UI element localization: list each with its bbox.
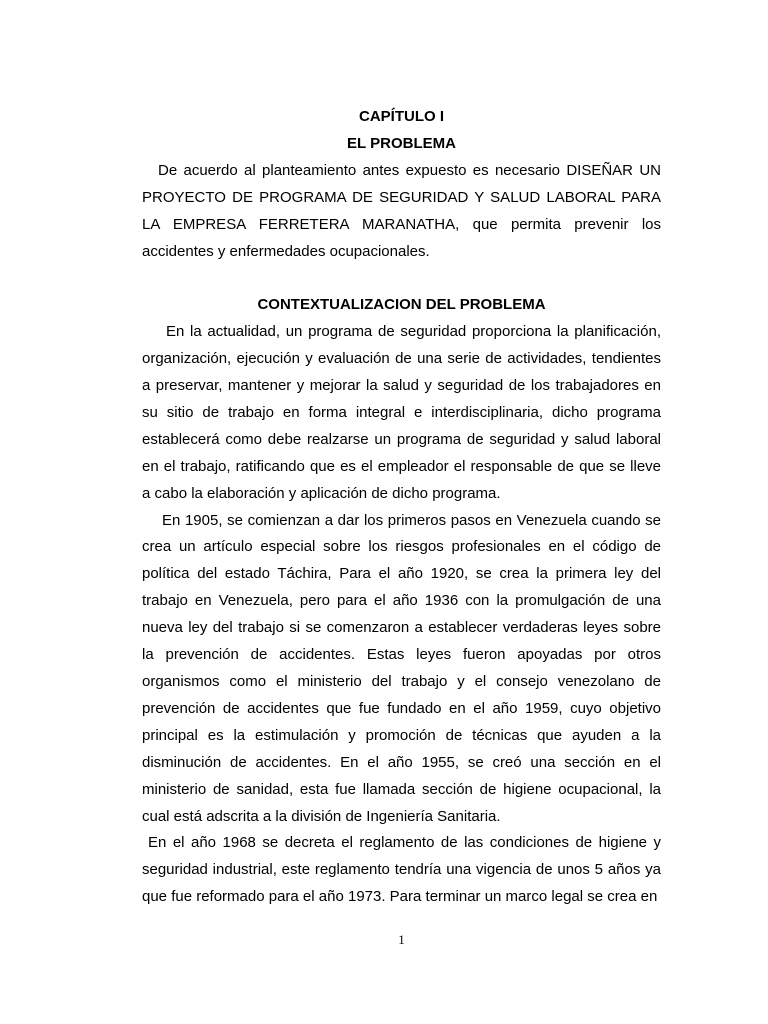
body-paragraph: En el año 1968 se decreta el reglamento de las condiciones de higiene y seguridad industrial, este reglamento tendría una vigencia de unos 5 años ya que fue reformado para el año 1973. Para terminar un marco legal se crea en [142,834,661,906]
section-spacer [142,265,661,292]
problem-title: EL PROBLEMA [347,134,456,152]
chapter-title: CAPÍTULO I [359,108,444,125]
section-title: CONTEXTUALIZACION DEL PROBLEMA [257,296,546,314]
page-body [142,104,661,911]
body-paragraph: En 1905, se comienzan a dar los primeros pasos en Venezuela cuando se crea un artículo especial sobre los riesgos profesionales en el código de política del estado Táchira, Para el año 1920, se crea la primera ley del trabajo en Venezuela, pero para el año 1936 con la promulgación de una nueva ley del trabajo si se comenzaron a establecer verdaderas leyes sobre la prevención de accidentes. Estas leyes fueron apoyadas por otros organismos como el ministerio del trabajo y el consejo venezolano de prevención de accidentes que fue fundado en el año 1959, cuyo objetivo principal es la estimulación y promoción de técnicas que ayuden a la disminución de accidentes. En el año 1955, se creó una sección en el ministerio de sanidad, esta fue llamada sección de higiene ocupacional, la cual está adscrita a la división de Ingeniería Sanitaria. [142,511,661,825]
intro-paragraph: De acuerdo al planteamiento antes expuesto es necesario DISEÑAR UN PROYECTO DE PROGRAMA DE SEGURIDAD Y SALUD LABORAL PARA LA EMPRESA FERRETERA MARANATHA, que permita prevenir los accidentes y enfermedades ocupacionales. [142,161,661,260]
body-paragraph: En la actualidad, un programa de seguridad proporciona la planificación, organización, ejecución y evaluación de una serie de actividades, tendientes a preservar, mantener y mejorar la salud y seguridad de los trabajadores en su sitio de trabajo en forma integral e interdisciplinaria, dicho programa establecerá como debe realzarse un programa de seguridad y salud laboral en el trabajo, ratificando que es el empleador el responsable de que se lleve a cabo la elaboración y aplicación de dicho programa. [142,323,661,502]
page-number: 1 [398,932,405,947]
